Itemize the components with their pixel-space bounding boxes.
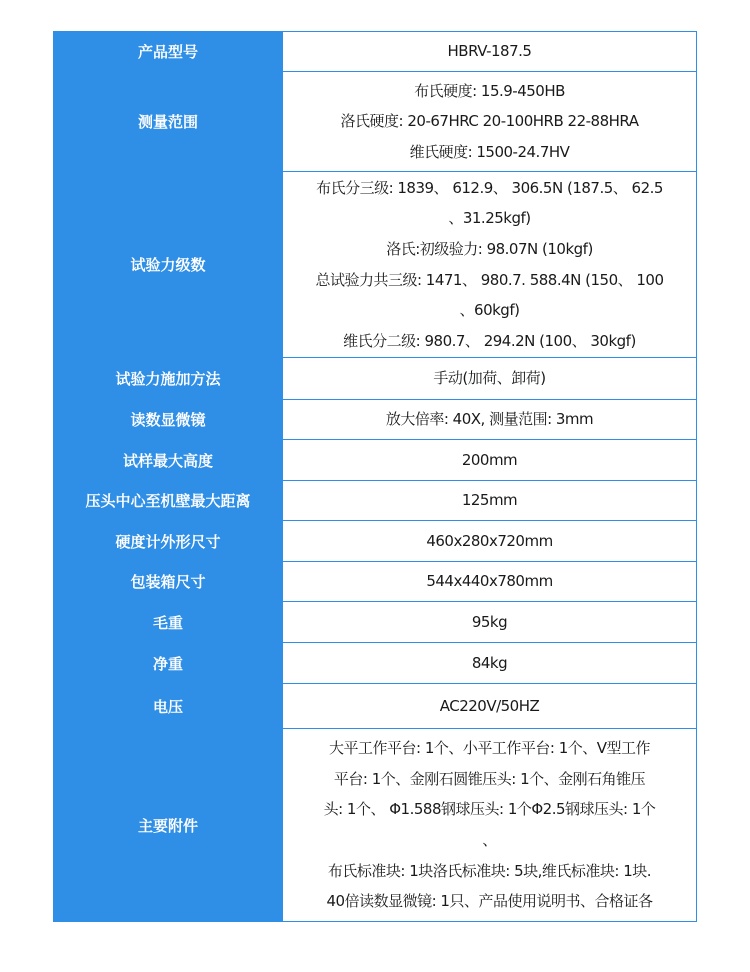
spec-label: 毛重 xyxy=(54,602,283,643)
spec-row xyxy=(54,684,697,729)
spec-row xyxy=(54,440,697,481)
spec-value-line: 大平工作平台: 1个、小平工作平台: 1个、V型工作 xyxy=(329,739,650,758)
spec-value-line: 布氏硬度: 15.9-450HB xyxy=(414,81,565,100)
spec-value-line: 平台: 1个、金刚石圆锥压头: 1个、金刚石角锥压 xyxy=(333,769,646,788)
spec-value xyxy=(283,481,697,521)
spec-row xyxy=(54,562,697,602)
spec-value-line: 125mm xyxy=(461,491,518,510)
spec-label: 电压 xyxy=(54,684,283,729)
spec-value xyxy=(283,72,697,172)
spec-value-line: 维氏分二级: 980.7、 294.2N (100、 30kgf) xyxy=(343,331,636,350)
spec-value-line: 总试验力共三级: 1471、 980.7. 588.4N (150、 100 xyxy=(315,270,664,289)
spec-label: 读数显微镜 xyxy=(54,400,283,440)
spec-value-line: 洛氏硬度: 20-67HRC 20-100HRB 22-88HRA xyxy=(340,112,639,131)
spec-row xyxy=(54,643,697,684)
spec-row xyxy=(54,521,697,562)
spec-label: 测量范围 xyxy=(54,72,283,172)
spec-value xyxy=(283,562,697,602)
spec-value-line: HBRV-187.5 xyxy=(447,42,532,61)
spec-label: 试样最大高度 xyxy=(54,440,283,481)
spec-value-line: 40倍读数显微镜: 1只、产品使用说明书、合格证各 xyxy=(326,892,653,911)
spec-label: 产品型号 xyxy=(54,32,283,72)
spec-row xyxy=(54,400,697,440)
spec-value xyxy=(283,358,697,400)
spec-value xyxy=(283,602,697,643)
spec-row xyxy=(54,172,697,358)
spec-table-body xyxy=(54,32,697,922)
spec-value-line: 头: 1个、 Φ1.588钢球压头: 1个Φ2.5钢球压头: 1个 xyxy=(323,800,656,819)
spec-label: 压头中心至机壁最大距离 xyxy=(54,481,283,521)
spec-table xyxy=(53,31,697,922)
spec-row xyxy=(54,602,697,643)
spec-value xyxy=(283,521,697,562)
spec-label: 硬度计外形尺寸 xyxy=(54,521,283,562)
spec-value-line: 手动(加荷、卸荷) xyxy=(433,369,546,388)
spec-value-line: 、31.25kgf) xyxy=(448,209,531,228)
spec-row xyxy=(54,729,697,922)
spec-label: 试验力级数 xyxy=(54,172,283,358)
spec-label: 试验力施加方法 xyxy=(54,358,283,400)
spec-value xyxy=(283,172,697,358)
spec-value-line: 、 xyxy=(482,831,497,849)
spec-value-line: 布氏标准块: 1块洛氏标准块: 5块,维氏标准块: 1块. xyxy=(327,861,652,880)
spec-value-line: 、60kgf) xyxy=(459,301,520,320)
spec-label: 主要附件 xyxy=(54,729,283,922)
spec-label: 包装箱尺寸 xyxy=(54,562,283,602)
spec-value xyxy=(283,684,697,729)
spec-value-line: 放大倍率: 40X, 测量范围: 3mm xyxy=(385,410,594,429)
spec-row xyxy=(54,358,697,400)
spec-value xyxy=(283,400,697,440)
spec-row xyxy=(54,481,697,521)
spec-row xyxy=(54,32,697,72)
spec-value-line: 洛氏:初级验力: 98.07N (10kgf) xyxy=(386,239,593,258)
spec-row xyxy=(54,72,697,172)
spec-value-line: 维氏硬度: 1500-24.7HV xyxy=(409,142,570,161)
spec-value-line: 95kg xyxy=(471,612,508,631)
spec-value xyxy=(283,643,697,684)
spec-value-line: 布氏分三级: 1839、 612.9、 306.5N (187.5、 62.5 xyxy=(316,178,663,197)
spec-value xyxy=(283,440,697,481)
spec-value-line: 84kg xyxy=(471,653,508,672)
spec-value xyxy=(283,32,697,72)
spec-label: 净重 xyxy=(54,643,283,684)
spec-value xyxy=(283,729,697,922)
spec-value-line: 544x440x780mm xyxy=(426,572,553,591)
spec-value-line: 200mm xyxy=(461,450,518,469)
spec-value-line: AC220V/50HZ xyxy=(439,696,540,715)
spec-value-line: 460x280x720mm xyxy=(426,531,553,550)
